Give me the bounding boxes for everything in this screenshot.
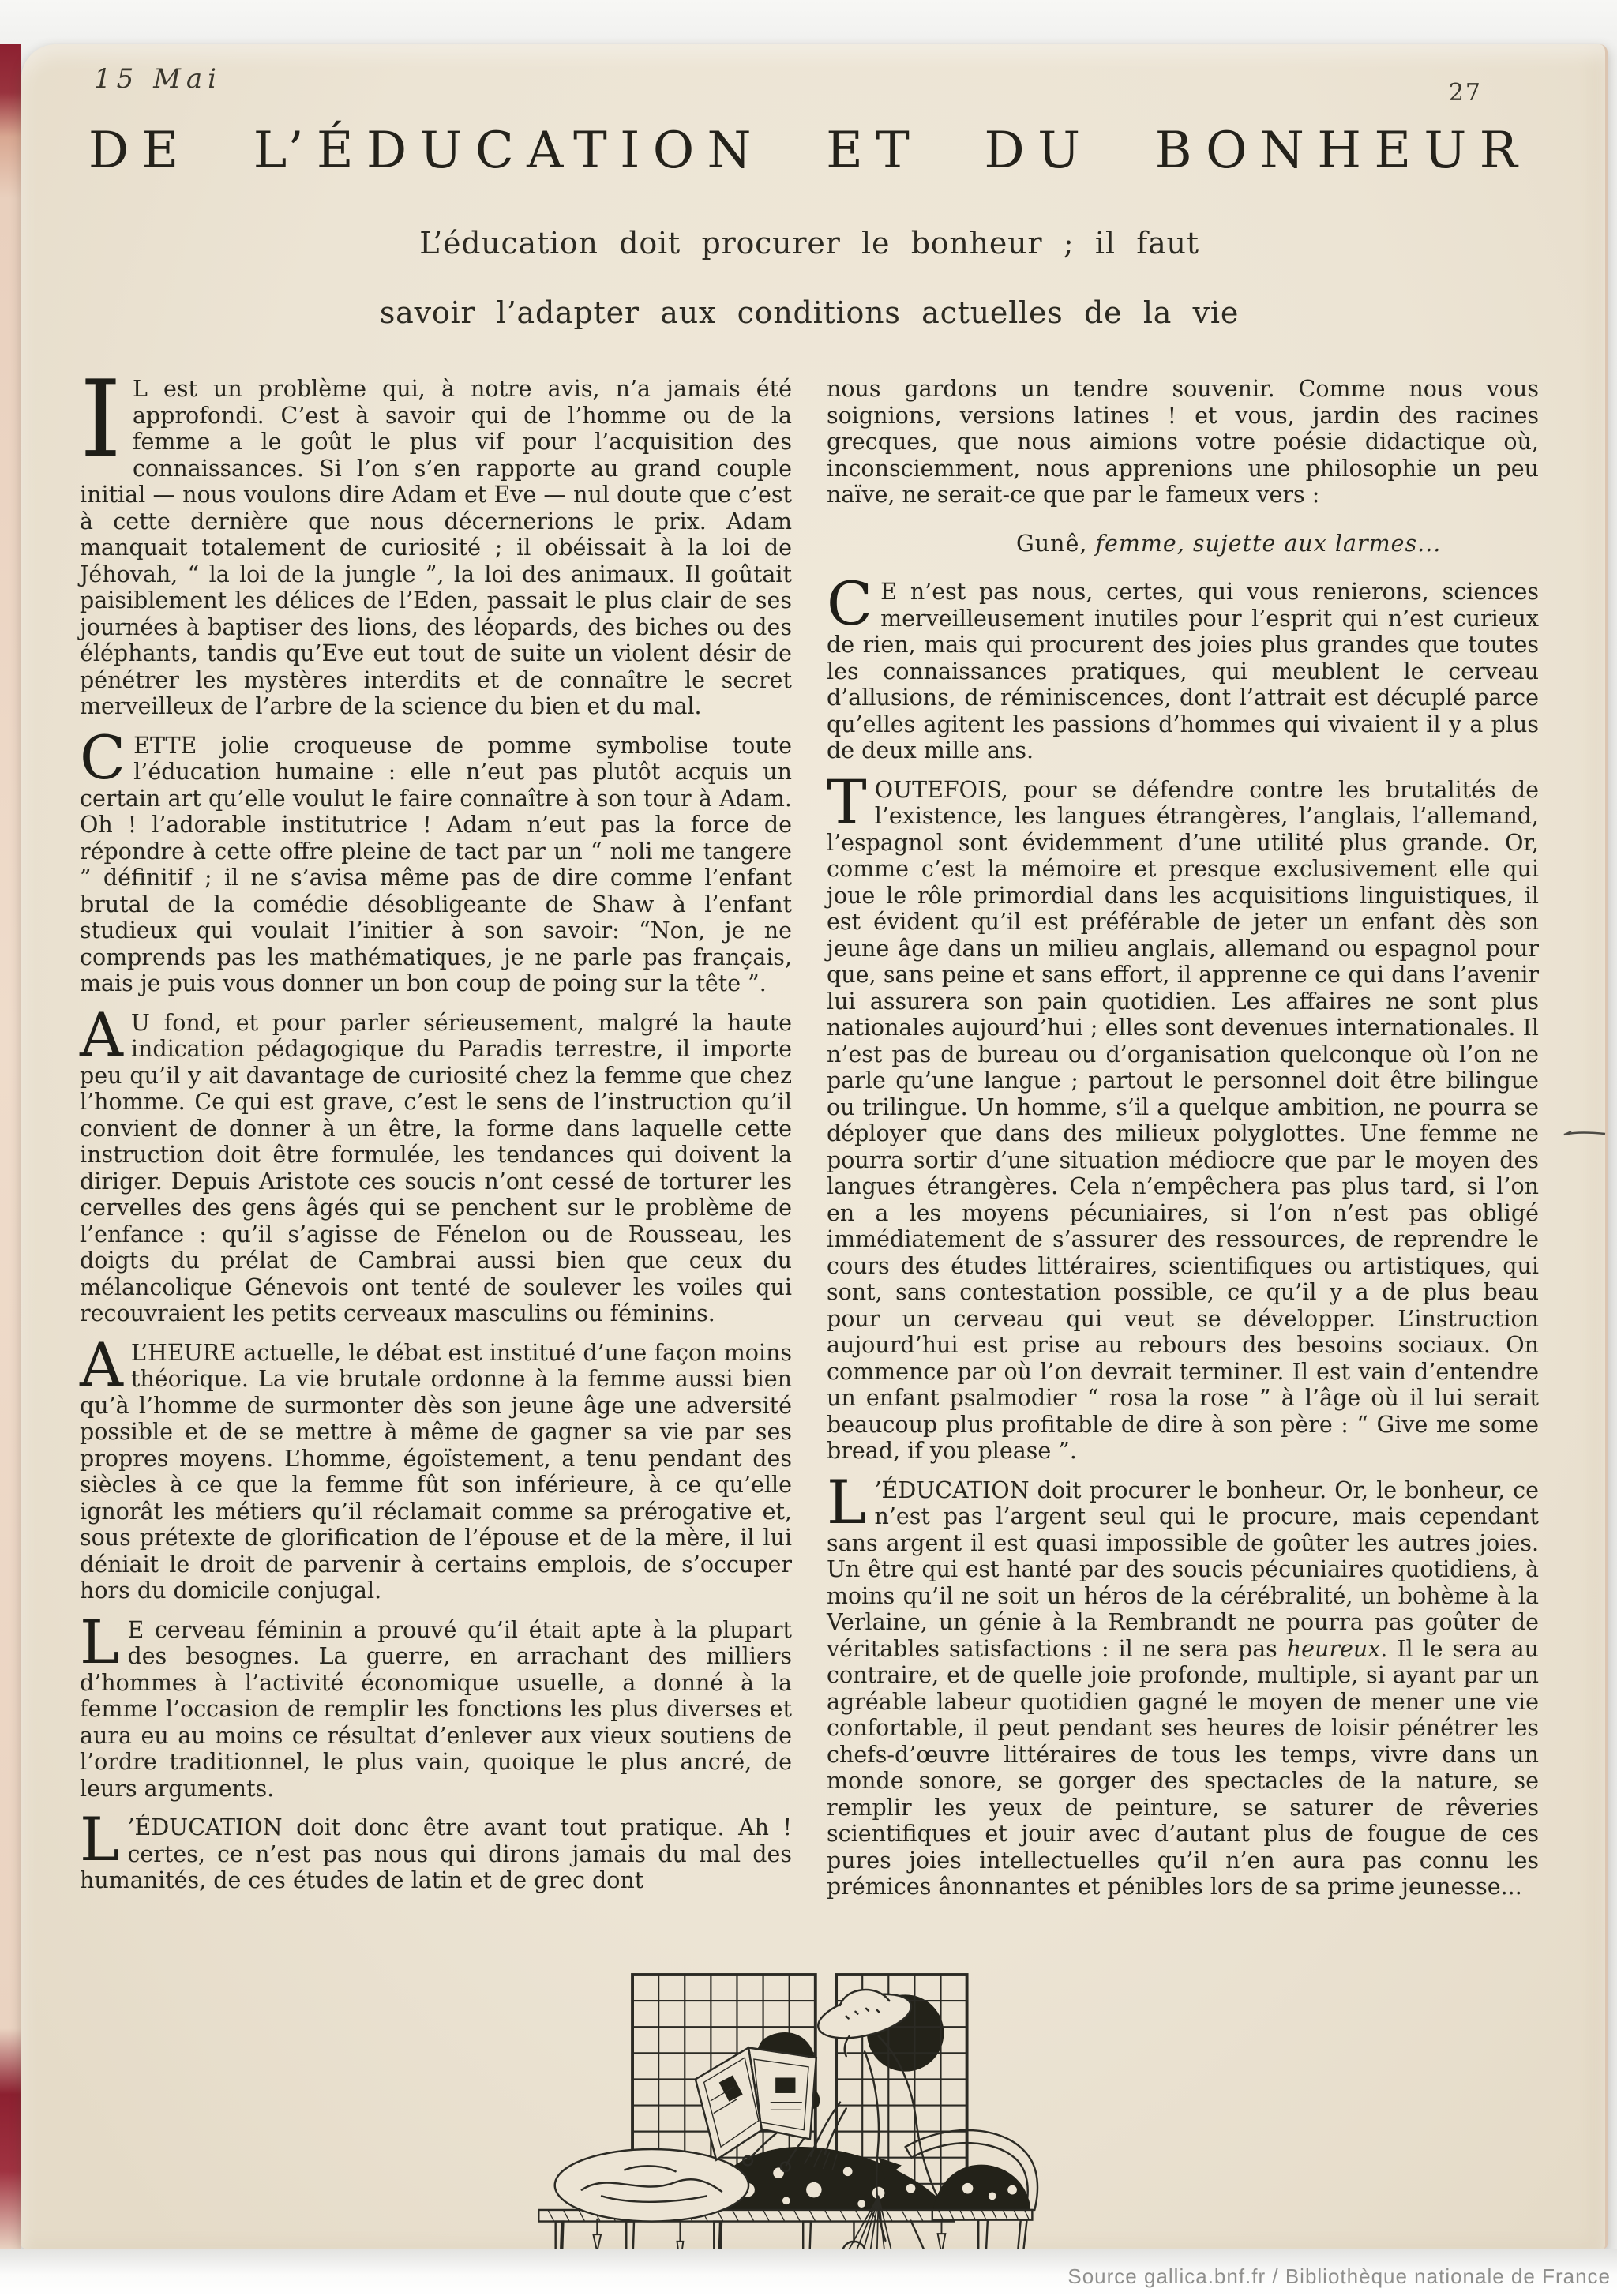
- source-credit: Source gallica.bnf.fr / Bibliothèque nationale de France: [1067, 2264, 1611, 2288]
- paragraph-text: . Il le sera au contraire, et de quelle joie profonde, multiple, si ayant par un agréable labeur quotidien gagné le moyen de mener une vie confortable, il peut pendant ses heures de loisir pénétrer les chefs-d’œuvre littéraires de tous les temps, vivre dans un monde sonore, se gorger des spectacles de la nature, se remplir les yeux de peinture, se saturer de rêveries scientifiques et jouir avec d’autant plus de fougue de ces pures joies intellectuelles qu’il n’en aura pas connu les prémices ânonnantes et pénibles lors de sa prime jeunesse...: [827, 1635, 1539, 1900]
- paragraph-text: U fond, et pour parler sérieusement, malgré la haute indication pédagogique du Paradis terrestre, il importe peu qu’il y ait davantage de curiosité chez la femme que chez l’homme. Ce qui est grave, c’est le sens de l’instruction qu’il convient de donner à un être, la forme dans laquelle cette instruction doit être formulée, les tendances qui doivent la diriger. Depuis Aristote ces soucis n’ont cessé de torturer les cervelles des gens âgés qui se penchent sur le problème de l’enfance : qu’il s’agisse de Fénelon ou de Rousseau, les doigts du prélat de Cambrai aussi bien que ceux du mélancolique Génevois ont tenté de soulever les voiles qui recouvraient les petits cerveaux masculins ou féminins.: [80, 1009, 792, 1326]
- verse-line: [827, 531, 1539, 557]
- page-number: 27: [1448, 79, 1482, 107]
- article-subtitle-line-2: savoir l’adapter aux conditions actuelles de la vie: [379, 295, 1240, 330]
- paragraph: [80, 1804, 792, 1894]
- paragraph: [80, 358, 792, 720]
- drop-cap: L: [80, 1804, 120, 1874]
- article-column-left: [80, 358, 792, 1913]
- emphasized-word: heureux: [1286, 1635, 1381, 1662]
- page-content: [21, 44, 1605, 2249]
- drop-cap: T: [827, 766, 867, 837]
- drop-cap: A: [80, 999, 123, 1070]
- article-body: [80, 358, 1539, 1913]
- scan-footer: [0, 2249, 1617, 2296]
- issue-date-label: 15 Mai: [94, 63, 223, 95]
- paragraph-text: ’ÉDUCATION doit donc être avant tout pratique. Ah ! certes, ce n’est pas nous qui dirons jamais du mal des humanités, de ces études de latin et de grec dont: [80, 1814, 792, 1893]
- margin-pencil-mark: [1563, 1127, 1607, 1140]
- book-spine-edge: [0, 44, 21, 2249]
- drop-cap: L: [80, 1606, 120, 1677]
- paragraph: [80, 999, 792, 1327]
- paragraph: [827, 376, 1539, 508]
- drop-cap: L: [827, 1466, 867, 1537]
- reading-women-illustration: [80, 1960, 1539, 2296]
- paragraph: [80, 1329, 792, 1604]
- paragraph: [827, 1466, 1539, 1900]
- paragraph-text: E cerveau féminin a prouvé qu’il était apte à la plupart des besognes. La guerre, en arrachant des milliers d’hommes à l’activité économique usuelle, a donné à la femme l’occasion de remplir les fonctions les plus diverses et aura eu au moins ce résultat d’enlever aux vieux soutiens de l’ordre traditionnel, le plus vain, quoique le plus ancré, de leurs arguments.: [80, 1616, 792, 1802]
- paragraph-text: ’ÉDUCATION doit procurer le bonheur. Or, le bonheur, ce n’est pas l’argent seul qui le procure, mais cependant sans argent il est quasi impossible de goûter les autres joies. Un être qui est hanté par des soucis pécuniaires quotidiens, à moins qu’il ne soit un héros de la cérébralité, un bohème à la Verlaine, un génie à la Rembrandt ne pourra pas goûter de véritables satisfactions : il ne sera pas: [827, 1476, 1539, 1662]
- open-magazine: [696, 2047, 816, 2159]
- drop-cap: I: [80, 358, 122, 481]
- paragraph-text: ETTE jolie croqueuse de pomme symbolise toute l’éducation humaine : elle n’eut pas plutôt acquis un certain art qu’elle voulut le faire connaître à son tour à Adam. Oh ! l’adorable institutrice ! Adam n’eut pas la force de répondre à cette offre pleine de tact par un “ noli me tangere ” définitif ; il ne s’avisa même pas de dire comme l’enfant brutal de la comédie désobligeante de Shaw à l’enfant studieux qui voulait l’initier à son savoir: “Non, je ne comprends pas les mathématiques, je ne parle pas français, mais je puis vous donner un bon coup de poing sur la tête ”.: [80, 732, 792, 996]
- paragraph-text: OUTEFOIS, pour se défendre contre les brutalités de l’existence, les langues étrangères, l’anglais, l’allemand, l’espagnol sont évidemment d’une utilité plus grande. Or, comme c’est la mémoire et presque exclusivement elle qui joue le rôle primordial dans les acquisitions linguistiques, il est évident qu’il est préférable de jeter un enfant dès son jeune âge dans un milieu anglais, allemand ou espagnol pour que, sans peine et sans effort, il apprenne ce qui dans l’avenir lui assurera son pain quotidien. Les affaires ne sont plus nationales aujourd’hui ; elles sont devenues internationales. Il n’est pas de bureau ou d’organisation quelconque où l’on ne parle qu’une langue ; partout le personnel doit être bilingue ou trilingue. Un homme, s’il a quelque ambition, ne pourra se déployer que dans des milieux polyglottes. Une femme ne pourra sortir d’une situation médiocre que par le moyen des langues étrangères. Cela n’empêchera pas plus tard, si l’on en a les moyens pécuniaires, si l’on n’est pas obligé immédiatement de s’assurer des ressources, de reprendre le cours des études littéraires, scientifiques ou artistiques, qui sont, sans contestation possible, ce qu’il y a de plus beau pour un cerveau qui veut se développer. L’instruction aujourd’hui est prise au rebours des besoins sociaux. On commence par où l’on devrait terminer. Il est vain d’entendre un enfant psalmodier “ rosa la rose ” à l’âge où il lui serait beaucoup plus profitable de dire à son père : “ Give me some bread, if you please ”.: [827, 776, 1539, 1464]
- verse-lead: Gunê,: [1016, 530, 1096, 557]
- article-column-right: [827, 376, 1539, 1913]
- verse-italic: femme, sujette aux larmes...: [1095, 530, 1442, 557]
- paragraph: [827, 766, 1539, 1465]
- paragraph-text: E n’est pas nous, certes, qui vous renierons, sciences merveilleusement inutiles pour l’esprit qui n’est curieux de rien, mais qui procurent des joies plus grandes que toutes les connaissances pratiques, qui meublent le cerveau d’allusions, de réminiscences, dont l’attrait est décuplé parce qu’elles agitent les passions d’hommes qui vivaient il y a plus de deux mille ans.: [827, 579, 1539, 763]
- article-subtitle-line-1: L’éducation doit procurer le bonheur ; il faut: [419, 226, 1199, 261]
- article-title: DE L’ÉDUCATION ET DU BONHEUR: [88, 122, 1531, 180]
- magazine-page: [21, 44, 1608, 2249]
- drop-cap: A: [80, 1329, 123, 1400]
- paragraph-text: L est un problème qui, à notre avis, n’a jamais été approfondi. C’est à savoir qui de l’homme ou de la femme a le goût le plus vif pour l’acquisition des connaissances. Si l’on s’en rapporte au grand couple initial — nous voulons dire Adam et Eve — nul doute que c’est à cette dernière que nous décernerions le prix. Adam manquait totalement de curiosité ; il obéissait à la loi de Jéhovah, “ la loi de la jungle ”, la loi des animaux. Il goûtait paisiblement les délices de l’Eden, passait le plus clair de ses journées à baptiser des lions, des léopards, des biches ou des éléphants, tandis qu’Eve eut tout de suite un violent désir de pénétrer les mystères interdits et de connaître le secret merveilleux de l’arbre de la science du bien et du mal.: [80, 376, 792, 719]
- paragraph: [827, 568, 1539, 764]
- drop-cap: C: [80, 722, 126, 793]
- drop-cap: C: [827, 568, 873, 639]
- paragraph-text: nous gardons un tendre souvenir. Comme nous vous soignions, versions latines ! et vous, jardin des racines grecques, que nous aimions votre poésie didactique où, inconsciemment, nous apprenions une philosophie un peu naïve, ne serait-ce que par le fameux vers :: [827, 376, 1539, 508]
- paragraph: [80, 722, 792, 997]
- paragraph: [80, 1606, 792, 1803]
- paragraph-text: L’HEURE actuelle, le débat est institué d’une façon moins théorique. La vie brutale ordonne à la femme aussi bien qu’à l’homme de surmonter dès son jeune âge une adversité possible et de se mettre à même de gagner sa vie par ses propres moyens. L’homme, égoïstement, a tenu pendant des siècles à ce que la femme fût son inférieure, à ce qu’elle ignorât les métiers qu’il réclamait comme sa prérogative et, sous prétexte de glorification de l’épouse et de la mère, il lui déniait le droit de parvenir à certains emplois, de s’occuper hors du domicile conjugal.: [80, 1339, 792, 1604]
